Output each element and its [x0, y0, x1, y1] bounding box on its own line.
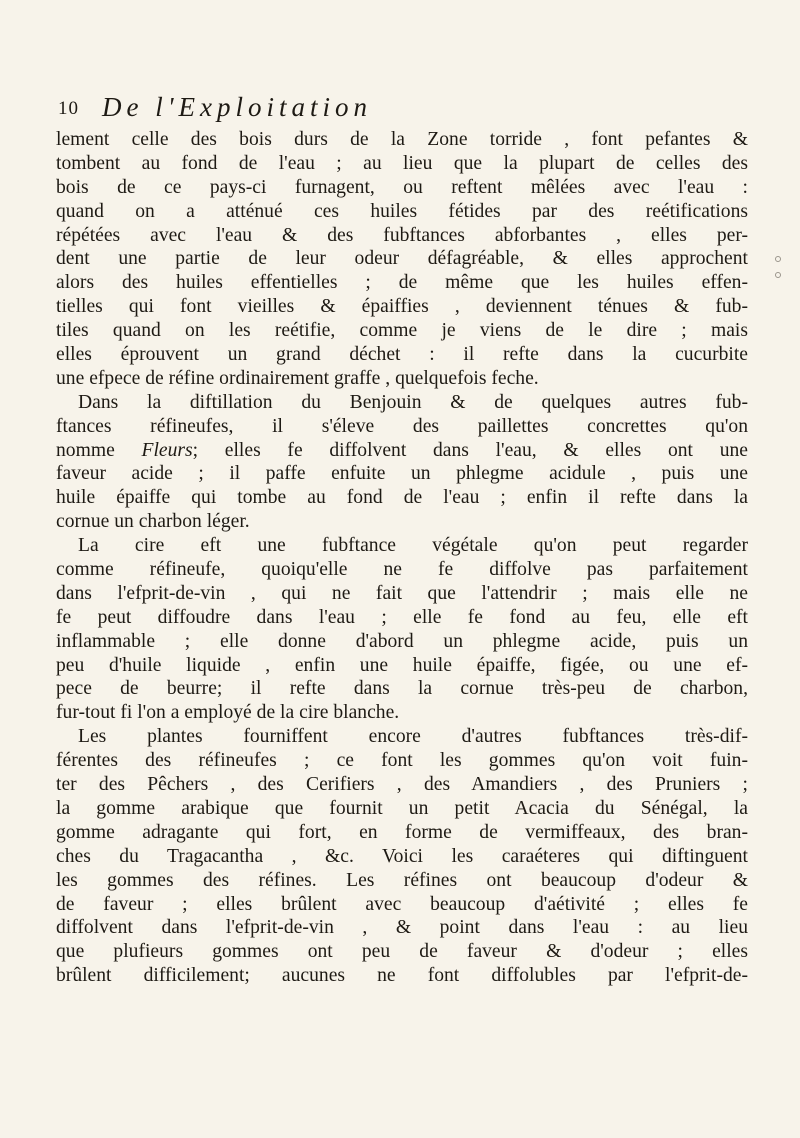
text-line: peu d'huile liquide , enfin une huile épaiffe, figée, ou une ef-: [56, 654, 748, 676]
text-line: que plufieurs gommes ont peu de faveur & d'odeur ; elles: [56, 941, 748, 963]
text-line: faveur acide ; il paffe enfuite un phlegme acidule , puis une: [56, 463, 748, 485]
text-line: tombent au fond de l'eau ; au lieu que la plupart de celles des: [56, 152, 748, 174]
text-line: La cire eft une fubftance végétale qu'on peut regarder: [78, 535, 748, 557]
text-line: [56, 439, 748, 463]
text-segment: ; elles fe diffolvent dans l'eau, & elles ont une: [192, 439, 748, 461]
page-header: [58, 92, 748, 126]
text-line: fe peut diffoudre dans l'eau ; elle fe fond au feu, elle eft: [56, 606, 748, 628]
text-line: une efpece de réfine ordinairement graffe , quelquefois feche.: [56, 367, 539, 389]
text-line: la gomme arabique que fournit un petit Acacia du Sénégal, la: [56, 797, 748, 819]
text-line: ches du Tragacantha , &c. Voici les caraéteres qui diftinguent: [56, 845, 748, 867]
italic-term: Fleurs: [141, 439, 193, 461]
text-line: comme réfineufe, quoiqu'elle ne fe diffolve pas parfaitement: [56, 559, 748, 581]
margin-dot: [775, 272, 781, 278]
text-line: dent une partie de leur odeur défagréable, & elles approchent: [56, 248, 748, 270]
text-line: répétées avec l'eau & des fubftances abforbantes , elles per-: [56, 224, 748, 246]
text-line: Les plantes fourniffent encore d'autres fubftances très-dif-: [78, 726, 748, 748]
page-number: 10: [58, 98, 79, 119]
text-line: dans l'efprit-de-vin , qui ne fait que l'attendrir ; mais elle ne: [56, 582, 748, 604]
text-line: elles éprouvent un grand déchet : il refte dans la cucurbite: [56, 344, 748, 366]
margin-dot: [775, 256, 781, 262]
text-line: fur-tout fi l'on a employé de la cire blanche.: [56, 702, 400, 724]
text-segment: nomme: [56, 439, 142, 461]
text-line: tielles qui font vieilles & épaiffies , deviennent ténues & fub-: [56, 296, 748, 318]
text-line: tiles quand on les reétifie, comme je viens de le dire ; mais: [56, 320, 748, 342]
text-line: pece de beurre; il refte dans la cornue très-peu de charbon,: [56, 678, 748, 700]
text-line: férentes des réfineufes ; ce font les gommes qu'on voit fuin-: [56, 750, 748, 772]
text-line: gomme adragante qui fort, en forme de vermiffeaux, des bran-: [56, 821, 748, 843]
text-line: alors des huiles effentielles ; de même que les huiles effen-: [56, 272, 748, 294]
text-line: cornue un charbon léger.: [56, 511, 250, 533]
text-line: quand on a atténué ces huiles fétides par des reétifications: [56, 200, 748, 222]
text-line: ftances réfineufes, il s'éleve des paillettes concrettes qu'on: [56, 415, 748, 437]
text-line: de faveur ; elles brûlent avec beaucoup d'aétivité ; elles fe: [56, 893, 748, 915]
text-line: Dans la diftillation du Benjouin & de quelques autres fub-: [78, 391, 748, 413]
body-text: [56, 128, 748, 988]
text-line: lement celle des bois durs de la Zone torride , font pefantes &: [56, 129, 748, 150]
text-line: bois de ce pays-ci furnagent, ou reftent mêlées avec l'eau :: [56, 176, 748, 198]
text-line: inflammable ; elle donne d'abord un phlegme acide, puis un: [56, 630, 748, 652]
text-line: diffolvent dans l'efprit-de-vin , & point dans l'eau : au lieu: [56, 917, 748, 939]
text-line: huile épaiffe qui tombe au fond de l'eau ; enfin il refte dans la: [56, 487, 748, 509]
text-line: ter des Pêchers , des Cerifiers , des Amandiers , des Pruniers ;: [56, 774, 748, 796]
running-title: De l'Exploitation: [102, 92, 372, 122]
text-line: brûlent difficilement; aucunes ne font diffolubles par l'efprit-de-: [56, 965, 748, 987]
text-line: les gommes des réfines. Les réfines ont beaucoup d'odeur &: [56, 869, 748, 891]
